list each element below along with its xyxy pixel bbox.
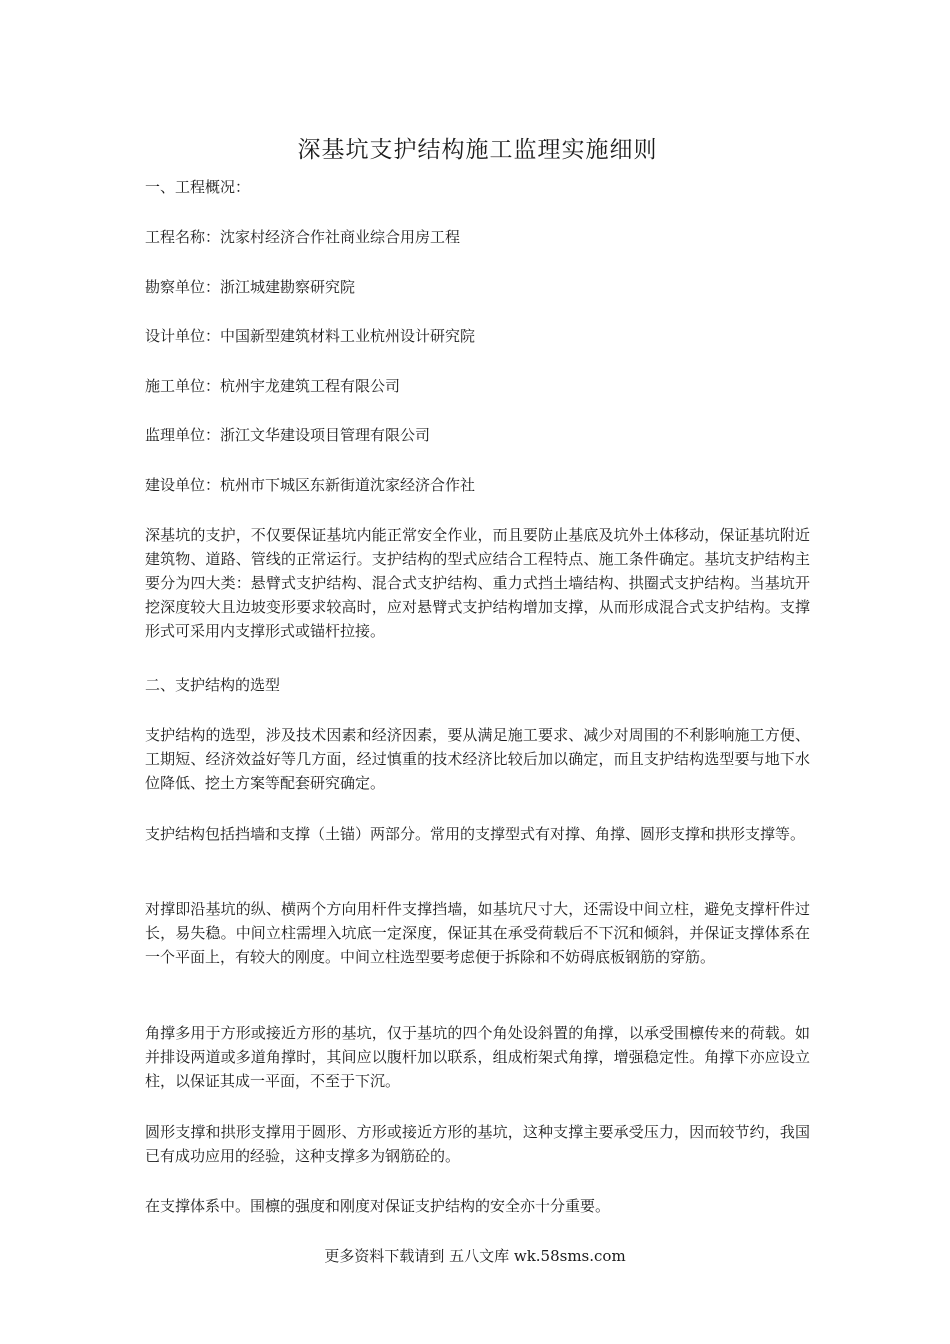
- survey-unit-line: 勘察单位：浙江城建勘察研究院: [145, 278, 356, 296]
- document-title: 深基坑支护结构施工监理实施细则: [297, 137, 658, 163]
- paragraph-waling: 在支撑体系中。围檩的强度和刚度对保证支护结构的安全亦十分重要。: [145, 1197, 611, 1215]
- section-heading-overview: 一、工程概况：: [145, 178, 251, 196]
- section-heading-selection: 二、支护结构的选型: [145, 676, 281, 694]
- construction-unit-line: 施工单位：杭州宇龙建筑工程有限公司: [145, 377, 401, 395]
- supervision-unit-line: 监理单位：浙江文华建设项目管理有限公司: [145, 426, 431, 444]
- project-name-line: 工程名称：沈家村经济合作社商业综合用房工程: [145, 228, 461, 246]
- footer-link-text: 更多资料下载请到 五八文库 wk.58sms.com: [324, 1247, 626, 1265]
- owner-unit-line: 建设单位：杭州市下城区东新街道沈家经济合作社: [145, 476, 476, 494]
- paragraph-selection: 支护结构的选型，涉及技术因素和经济因素，要从满足施工要求、减少对周围的不利影响施工方便、工期短、经济效益好等几方面，经过慎重的技术经济比较后加以确定，而且支护结构选型要与地下水位降低、挖土方案等配套研究确定。: [145, 726, 810, 792]
- paragraph-corner-bracing: 角撑多用于方形或接近方形的基坑，仅于基坑的四个角处设斜置的角撑，以承受围檩传来的荷载。如并排设两道或多道角撑时，其间应以腹杆加以联系，组成桁架式角撑，增强稳定性。角撑下亦应设立柱，以保证其成一平面，不至于下沉。: [145, 1024, 810, 1090]
- paragraph-opposite-bracing: 对撑即沿基坑的纵、横两个方向用杆件支撑挡墙，如基坑尺寸大，还需设中间立柱，避免支撑杆件过长，易失稳。中间立柱需埋入坑底一定深度，保证其在承受荷载后不下沉和倾斜，并保证支撑体系在一个平面上，有较大的刚度。中间立柱选型要考虑便于拆除和不妨碍底板钢筋的穿筋。: [145, 900, 810, 966]
- intro-paragraph: 深基坑的支护，不仅要保证基坑内能正常安全作业，而且要防止基底及坑外土体移动，保证基坑附近建筑物、道路、管线的正常运行。支护结构的型式应结合工程特点、施工条件确定。基坑支护结构主要分为四大类：悬臂式支护结构、混合式支护结构、重力式挡土墙结构、拱圈式支护结构。当基坑开挖深度较大且边坡变形要求较高时，应对悬臂式支护结构增加支撑，从而形成混合式支护结构。支撑形式可采用内支撑形式或锚杆拉接。: [145, 526, 810, 640]
- design-unit-line: 设计单位：中国新型建筑材料工业杭州设计研究院: [145, 327, 476, 345]
- paragraph-support-types: 支护结构包括挡墙和支撑（土锚）两部分。常用的支撑型式有对撑、角撑、圆形支撑和拱形支撑等。: [145, 825, 806, 843]
- paragraph-ring-bracing: 圆形支撑和拱形支撑用于圆形、方形或接近方形的基坑，这种支撑主要承受压力，因而较节约，我国已有成功应用的经验，这种支撑多为钢筋砼的。: [145, 1123, 810, 1165]
